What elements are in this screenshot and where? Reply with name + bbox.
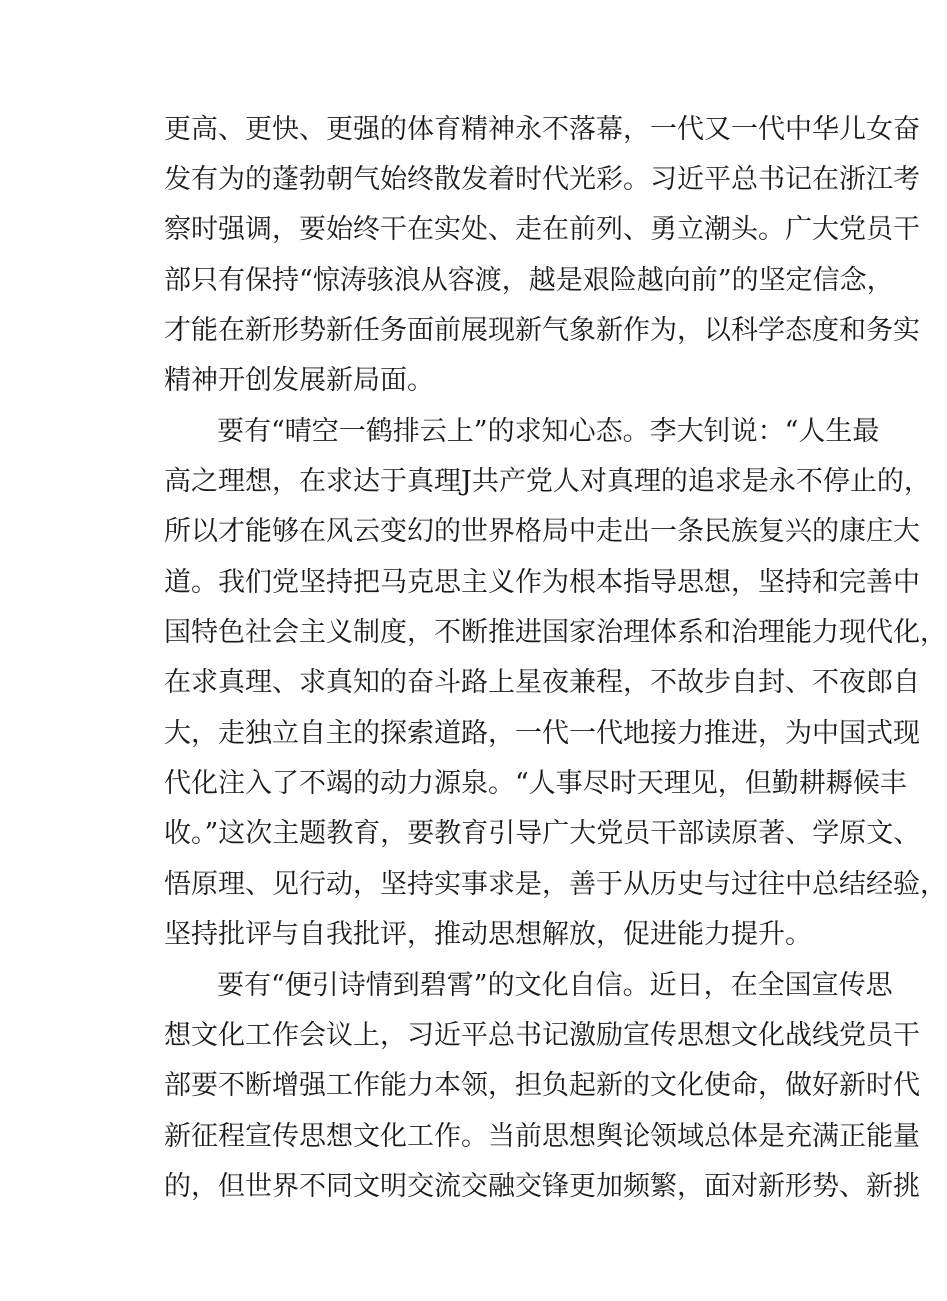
text-line: 的，但世界不同文明交流交融交锋更加频繁，面对新形势、新挑 xyxy=(164,1171,920,1202)
text-line: 察时强调，要始终干在实处、走在前列、勇立潮头。广大党员干 xyxy=(164,214,920,245)
text-line: 想文化工作会议上，习近平总书记激励宣传思想文化战线党员干 xyxy=(164,1020,920,1051)
text-line: 部只有保持“惊涛骇浪从容渡，越是艰险越向前”的坚定信念， xyxy=(164,265,894,296)
text-line: 更高、更快、更强的体育精神永不落幕，一代又一代中华儿女奋 xyxy=(164,114,920,145)
text-line: 发有为的蓬勃朝气始终散发着时代光彩。习近平总书记在浙江考 xyxy=(164,164,920,195)
text-line: 才能在新形势新任务面前展现新气象新作为，以科学态度和务实 xyxy=(164,315,920,346)
text-line: 收。”这次主题教育，要教育引导广大党员干部读原著、学原文、 xyxy=(164,818,921,849)
text-line: 高之理想，在求达于真理J共产党人对真理的追求是永不停止的， xyxy=(164,466,931,497)
text-line: 悟原理、见行动，坚持实事求是，善于从历史与过往中总结经验， xyxy=(164,869,947,900)
text-line: 部要不断增强工作能力本领，担负起新的文化使命，做好新时代 xyxy=(164,1070,920,1101)
text-line: 大，走独立自主的探索道路，一代一代地接力推进，为中国式现 xyxy=(164,718,920,749)
paragraph-start-line: 要有“便引诗情到碧霄”的文化自信。近日，在全国宣传思 xyxy=(217,970,893,1001)
paragraph-end-line: 坚持批评与自我批评，推动思想解放，促进能力提升。 xyxy=(164,919,812,950)
text-line: 新征程宣传思想文化工作。当前思想舆论领域总体是充满正能量 xyxy=(164,1121,920,1152)
text-line: 代化注入了不竭的动力源泉。“人事尽时天理见，但勤耕耨候丰 xyxy=(164,768,907,799)
text-line: 国特色社会主义制度，不断推进国家治理体系和治理能力现代化， xyxy=(164,617,947,648)
text-line: 在求真理、求真知的奋斗路上星夜兼程，不故步自封、不夜郎自 xyxy=(164,667,920,698)
text-line: 道。我们党坚持把马克思主义作为根本指导思想，坚持和完善中 xyxy=(164,567,920,598)
paragraph-end-line: 精神开创发展新局面。 xyxy=(164,365,434,396)
paragraph-start-line: 要有“晴空一鹤排云上”的求知心态。李大钊说：“人生最 xyxy=(217,416,880,447)
text-line: 所以才能够在风云变幻的世界格局中走出一条民族复兴的康庄大 xyxy=(164,516,920,547)
